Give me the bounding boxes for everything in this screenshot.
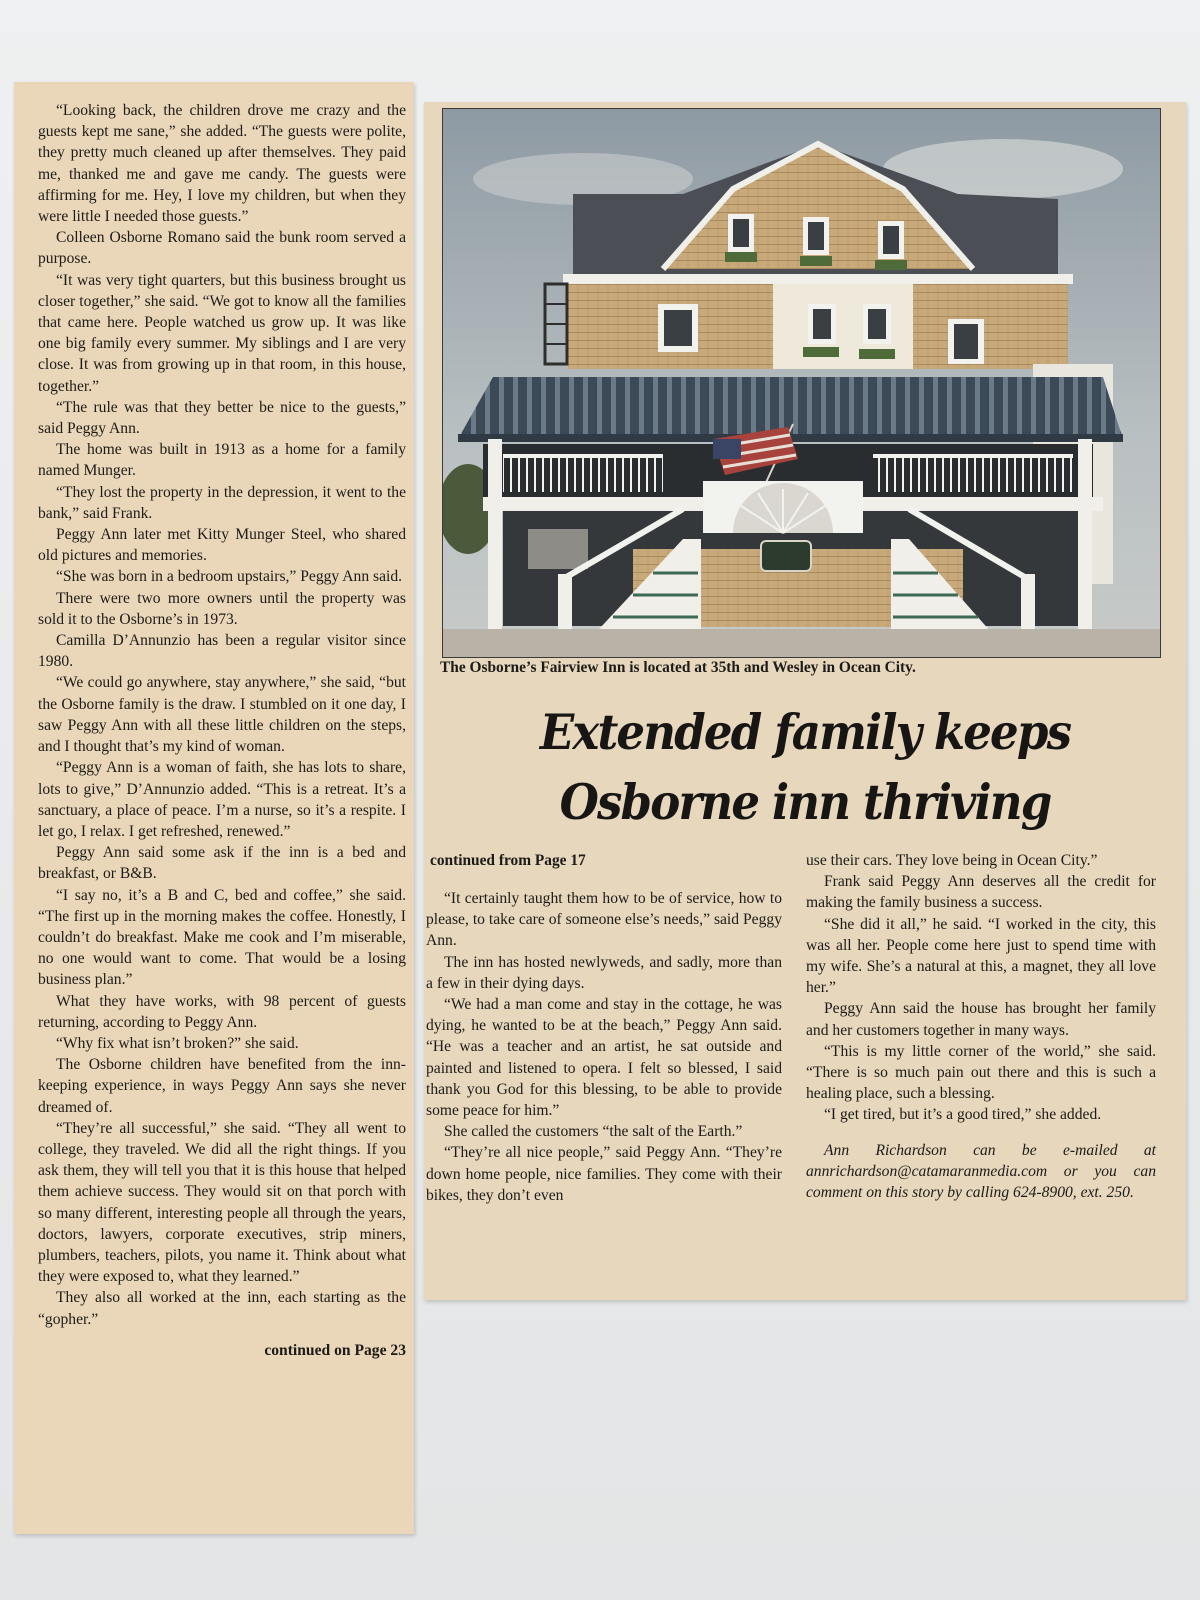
headline-line-2: Osborne inn thriving <box>559 773 1051 831</box>
paragraph: “It was very tight quarters, but this business brought us closer together,” she said. “We got to know all the families that came here. People watched us grow up. It was like one big family every summer. My siblings and I are very close. It was from growing up in that room, in this house, together.” <box>38 271 406 395</box>
paragraph: “Peggy Ann is a woman of faith, she has lots to share, lots to give,” D’Annunzio added. “This is a retreat. It’s a sanctuary, a place of peace. I’m a nurse, so it’s a respite. I let go, I relax. I get refreshed, renewed.” <box>38 759 406 840</box>
paragraph: use their cars. They love being in Ocean City.” <box>806 852 1098 869</box>
paragraph: They also all worked at the inn, each starting as the “gopher.” <box>38 1289 406 1328</box>
photo-caption: The Osborne’s Fairview Inn is located at 35th and Wesley in Ocean City. <box>440 659 916 676</box>
paragraph: The Osborne children have benefited from the inn-keeping experience, in ways Peggy Ann says she never dreamed of. <box>38 1056 406 1116</box>
paragraph: The inn has hosted newlyweds, and sadly, more than a few in their dying days. <box>426 953 782 992</box>
paragraph: Peggy Ann later met Kitty Munger Steel, who shared old pictures and memories. <box>38 526 406 565</box>
left-clipping <box>14 82 414 1534</box>
paragraph: “She was born in a bedroom upstairs,” Peggy Ann said. <box>56 568 403 586</box>
middle-article-column <box>426 888 782 1206</box>
author-byline: Ann Richardson can be e-mailed at annrichardson@catamaranmedia.com or you can comment on this story by calling 624-8900, ext. 250. <box>806 1141 1156 1202</box>
paragraph: “This is my little corner of the world,” she said. “There is so much pain out there and this is such a healing place, such a blessing. <box>806 1042 1156 1103</box>
continued-from-page-jump: continued from Page 17 <box>430 852 586 869</box>
paragraph: “They lost the property in the depression, it went to the bank,” said Frank. <box>38 483 406 522</box>
paragraph: What they have works, with 98 percent of guests returning, according to Peggy Ann. <box>38 992 406 1031</box>
paragraph: There were two more owners until the property was sold it to the Osborne’s in 1973. <box>38 589 406 628</box>
paragraph: “Looking back, the children drove me crazy and the guests kept me sane,” she added. “The guests were polite, they pretty much cleaned up after themselves. They paid me, thanked me and gave me candy. The guests were affirming for me. Hey, I love my children, but when they were little I needed those guests.” <box>38 102 406 226</box>
right-article-column <box>806 850 1156 1203</box>
paragraph: Frank said Peggy Ann deserves all the credit for making the family business a success. <box>806 873 1156 912</box>
paragraph: “We had a man come and stay in the cottage, he was dying, he wanted to be at the beach,” Peggy Ann said. “He was a teacher and an artist, he sat outside and painted and listened to opera. I felt so blessed, I said thank you God for this blessing, to be able to provide some peace for him.” <box>426 996 782 1120</box>
paragraph: “I say no, it’s a B and C, bed and coffee,” she said. “The first up in the morning makes the coffee. Honestly, I couldn’t do breakfast. Make me cook and I’m miserable, no one would want to come. That would be a losing business plan.” <box>38 886 406 989</box>
right-clipping <box>424 102 1186 1300</box>
paragraph: “The rule was that they better be nice to the guests,” said Peggy Ann. <box>38 398 406 438</box>
continued-on-page-jump: continued on Page 23 <box>264 1341 406 1359</box>
house-illustration <box>443 109 1160 657</box>
paragraph: Peggy Ann said some ask if the inn is a bed and breakfast, or B&B. <box>38 844 406 883</box>
paragraph: “Why fix what isn’t broken?” she said. <box>56 1034 299 1052</box>
paragraph: Camilla D’Annunzio has been a regular visitor since 1980. <box>38 632 406 671</box>
paragraph: “They’re all successful,” she said. “They all went to college, they traveled. We did all the right things. If you ask them, they will tell you that it is this house that helped them achieve success. They would sit on that porch with so many different, interesting people all through the years, doctors, lawyers, corporate executives, strip miners, plumbers, teachers, pilots, you name it. Think about what they were exposed to, what they learned.” <box>38 1119 406 1286</box>
article-headline <box>454 697 1155 837</box>
headline-line-1: Extended family keeps <box>539 703 1071 761</box>
paragraph: Peggy Ann said the house has brought her family and her customers together in many ways. <box>806 1000 1156 1039</box>
paragraph: “I get tired, but it’s a good tired,” she added. <box>824 1106 1102 1124</box>
paragraph: “She did it all,” he said. “I worked in the city, this was all her. People come here just to spend time with my wife. She’s a natural at this, a magnet, they all love her.” <box>806 915 1156 997</box>
paragraph: Colleen Osborne Romano said the bunk room served a purpose. <box>38 229 406 268</box>
left-article-column <box>38 100 406 1361</box>
paragraph: “We could go anywhere, stay anywhere,” she said, “but the Osborne family is the draw. I stumbled on it one day, I saw Peggy Ann with all these little children on the steps, and I thought that’s my kind of woman. <box>38 674 406 756</box>
paragraph: The home was built in 1913 as a home for a family named Munger. <box>38 441 406 480</box>
paragraph: She called the customers “the salt of the Earth.” <box>444 1123 743 1141</box>
inn-photo <box>442 108 1161 658</box>
paragraph: “They’re all nice people,” said Peggy Ann. “They’re down home people, nice families. They come with their bikes, they don’t even <box>426 1144 782 1204</box>
paragraph: “It certainly taught them how to be of service, how to please, to take care of someone else’s needs,” said Peggy Ann. <box>426 890 782 950</box>
